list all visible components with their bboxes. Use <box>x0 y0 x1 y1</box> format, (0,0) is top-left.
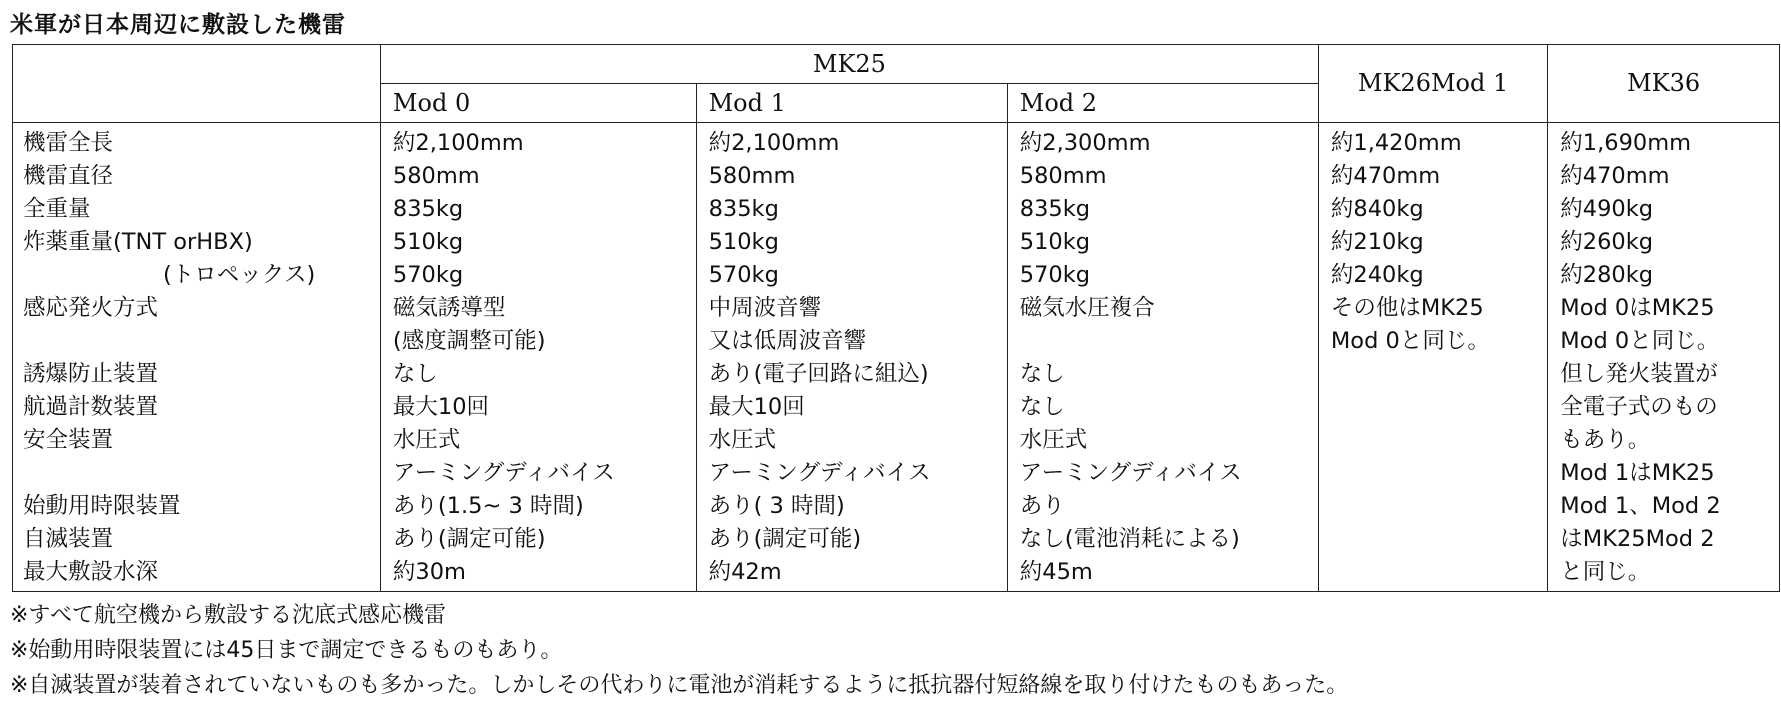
mod0-value: 約2,100mm <box>392 130 524 156</box>
mod0-column <box>380 123 696 592</box>
row-label: 航過計数装置 <box>23 394 159 420</box>
mk26-value: 約840kg <box>1330 196 1424 222</box>
row-label: 炸薬重量(TNT orHBX) <box>23 229 253 255</box>
mod0-value: 約30m <box>392 559 466 585</box>
row-labels-column <box>13 123 381 592</box>
footnotes <box>10 598 1348 703</box>
header-mk36: MK36 <box>1548 45 1780 123</box>
mk36-value: はMK25Mod 2 <box>1560 526 1715 552</box>
mod2-column <box>1007 123 1318 592</box>
mk36-value: Mod 1、Mod 2 <box>1560 493 1721 519</box>
mod2-value: アーミングディバイス <box>1019 460 1242 486</box>
mod0-value: (感度調整可能) <box>392 328 546 354</box>
mod1-value: アーミングディバイス <box>708 460 931 486</box>
mk36-value: 約470mm <box>1560 163 1670 189</box>
row-label: 全重量 <box>23 196 91 222</box>
mk36-value: 約280kg <box>1560 262 1654 288</box>
mod2-value: なし(電池消耗による) <box>1019 526 1240 552</box>
row-label: 始動用時限装置 <box>23 493 181 519</box>
header-mk26mod1: MK26Mod 1 <box>1318 45 1547 123</box>
mod0-value: なし <box>392 361 438 387</box>
row-label: 自滅装置 <box>23 526 114 552</box>
header-mod2: Mod 2 <box>1007 84 1318 123</box>
mod0-value: あり(調定可能) <box>392 526 546 552</box>
mod2-value: 580mm <box>1019 163 1107 189</box>
mod1-value: 又は低周波音響 <box>708 328 867 354</box>
mk26-value: 約470mm <box>1330 163 1441 189</box>
row-label: 機雷全長 <box>23 130 114 156</box>
mk36-column <box>1548 123 1780 592</box>
header-mod0: Mod 0 <box>380 84 696 123</box>
mod2-value: 835kg <box>1019 196 1091 222</box>
mod1-value: 水圧式 <box>708 427 777 453</box>
mk36-value: もあり。 <box>1560 427 1651 453</box>
mod0-value: 580mm <box>392 163 480 189</box>
header-corner-cell <box>13 45 381 123</box>
row-label: 最大敷設水深 <box>23 559 159 585</box>
mod2-value: 水圧式 <box>1019 427 1088 453</box>
mod0-value: 570kg <box>392 262 464 288</box>
mod1-value: 570kg <box>708 262 779 288</box>
mk36-value: 約490kg <box>1560 196 1654 222</box>
mk36-value: 約260kg <box>1560 229 1654 255</box>
row-label: 安全装置 <box>23 427 114 453</box>
mk26-value: 約240kg <box>1330 262 1424 288</box>
mk36-value: 約1,690mm <box>1560 130 1692 156</box>
footnote: ※始動用時限装置には45日まで調定できるものもあり。 <box>10 638 563 663</box>
mk36-value: 但し発火装置が <box>1560 361 1718 387</box>
mod1-value: 580mm <box>708 163 796 189</box>
mod2-value <box>1020 325 1318 358</box>
mod1-value: 835kg <box>708 196 779 222</box>
mk36-value: と同じ。 <box>1560 559 1651 585</box>
mod0-value: アーミングディバイス <box>392 460 615 486</box>
mk36-value: Mod 1はMK25 <box>1560 460 1715 486</box>
header-mod1: Mod 1 <box>696 84 1007 123</box>
mk36-value: Mod 0と同じ。 <box>1560 328 1720 354</box>
mine-spec-table <box>12 44 1780 592</box>
mod0-value: 最大10回 <box>392 394 490 420</box>
mk26-value: 約210kg <box>1330 229 1424 255</box>
mod2-value: あり <box>1019 493 1065 519</box>
row-label: 誘爆防止装置 <box>23 361 159 387</box>
mod2-value: 磁気水圧複合 <box>1019 295 1155 321</box>
mod0-value: あり(1.5~ 3 時間) <box>392 493 584 519</box>
mk26-value: Mod 0と同じ。 <box>1330 328 1490 354</box>
mod0-value: 510kg <box>392 229 464 255</box>
mk26-column <box>1318 123 1547 592</box>
mk36-value: 全電子式のもの <box>1560 394 1718 420</box>
mod2-value: なし <box>1019 361 1065 387</box>
mod2-value: なし <box>1019 394 1065 420</box>
mod1-value: あり(電子回路に組込) <box>708 361 929 387</box>
mod1-value: 約2,100mm <box>708 130 840 156</box>
mod2-value: 570kg <box>1019 262 1091 288</box>
mod0-value: 水圧式 <box>392 427 461 453</box>
mk36-value: Mod 0はMK25 <box>1560 295 1715 321</box>
row-label <box>23 457 380 490</box>
header-mk25: MK25 <box>380 45 1318 84</box>
mod2-value: 510kg <box>1019 229 1091 255</box>
mod1-value: 約42m <box>708 559 782 585</box>
mk26-value: その他はMK25 <box>1330 295 1484 321</box>
row-label: 感応発火方式 <box>23 295 159 321</box>
mk26-value: 約1,420mm <box>1330 130 1462 156</box>
row-label <box>23 325 380 358</box>
mod0-value: 835kg <box>392 196 464 222</box>
mod2-value: 約2,300mm <box>1019 130 1151 156</box>
page-title: 米軍が日本周辺に敷設した機雷 <box>10 12 346 38</box>
footnote: ※自滅装置が装着されていないものも多かった。しかしその代わりに電池が消耗するように抵抗器付短絡線を取り付けたものもあった。 <box>10 673 1349 698</box>
mod0-value: 磁気誘導型 <box>392 295 506 321</box>
mod1-value: あり( 3 時間) <box>708 493 845 519</box>
mod1-value: 510kg <box>708 229 779 255</box>
row-label: (トロペックス) <box>163 262 316 288</box>
mod1-column <box>696 123 1007 592</box>
mod1-value: 中周波音響 <box>708 295 822 321</box>
footnote: ※すべて航空機から敷設する沈底式感応機雷 <box>10 603 446 628</box>
row-label: 機雷直径 <box>23 163 114 189</box>
mod1-value: あり(調定可能) <box>708 526 862 552</box>
mod1-value: 最大10回 <box>708 394 805 420</box>
mod2-value: 約45m <box>1019 559 1093 585</box>
